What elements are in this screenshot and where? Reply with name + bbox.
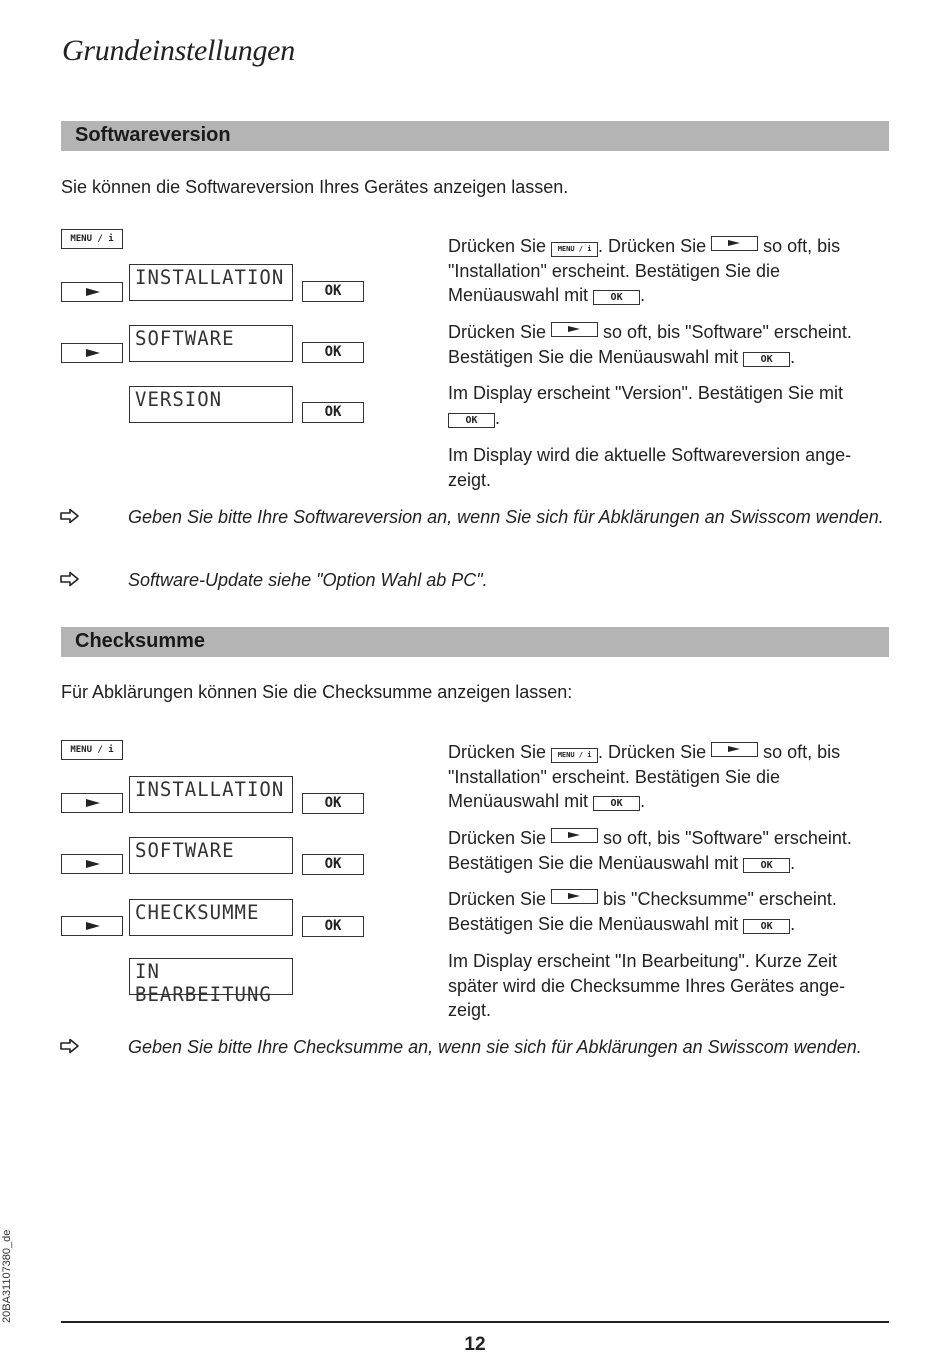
right-arrow-key-icon [551,828,598,843]
lcd-display [129,776,293,813]
right-arrow-key-icon [61,282,123,302]
menu-key-icon: MENU / i [551,748,598,763]
right-arrow-key-icon [61,916,123,936]
menu-key-icon: MENU / i [61,229,123,249]
right-arrow-key-icon [61,793,123,813]
section-heading-label: Softwareversion [75,124,231,146]
instruction-step: Im Display erscheint "In Bearbeitung". Kurze Zeit später wird die Checksumme Ihres Gerätes ange-zeigt. [448,951,846,1020]
section-intro: Für Abklärungen können Sie die Checksumme anzeigen lassen: [61,682,573,702]
section-heading-checksumme [61,627,889,657]
right-arrow-key-icon [551,889,598,904]
lcd-text: INSTALLATION [135,778,285,802]
hint-arrow-icon [60,571,80,587]
lcd-display [129,386,293,423]
instruction-step: Im Display wird die aktuelle Softwareversion ange-zeigt. [448,445,852,490]
instruction-step: Drücken Sie so oft, bis "Software" erscheint. Bestätigen Sie die Menüauswahl mit OK . [448,322,852,367]
lcd-display [129,899,293,936]
ok-key-icon: OK [743,858,790,873]
section-heading-label: Checksumme [75,630,206,652]
hint-arrow-icon [60,508,80,524]
document-code: 20BA31107380_de [1,1229,13,1323]
instruction-step: Drücken Sie so oft, bis "Software" erscheint. Bestätigen Sie die Menüauswahl mit OK . [448,828,852,873]
section-heading-softwareversion [61,121,889,151]
ok-key-icon: OK [593,290,640,305]
instruction-step: Drücken Sie bis "Checksumme" erscheint. Bestätigen Sie die Menüauswahl mit OK . [448,889,837,934]
right-arrow-key-icon [551,322,598,337]
lcd-text: SOFTWARE [135,327,235,351]
hint-note: Geben Sie bitte Ihre Checksumme an, wenn sie sich für Abklärungen an Swisscom wenden. [128,1037,862,1057]
hint-note: Geben Sie bitte Ihre Softwareversion an, wenn Sie sich für Abklärungen an Swisscom wenden. [128,507,884,527]
page-number: 12 [464,1334,486,1355]
lcd-text: IN BEARBEITUNG [135,960,272,1007]
ok-key-icon: OK [302,793,364,814]
instruction-step: Drücken Sie MENU / i . Drücken Sie so oft, bis "Installation" erscheint. Bestätigen Sie die Menüauswahl mit OK . [448,742,841,811]
ok-key-icon: OK [743,919,790,934]
lcd-text: VERSION [135,388,223,412]
section-intro: Sie können die Softwareversion Ihres Gerätes anzeigen lassen. [61,177,569,197]
hint-note: Software-Update siehe "Option Wahl ab PC". [128,570,488,590]
footer-rule [61,1321,889,1323]
ok-key-icon: OK [302,854,364,875]
instruction-step: Drücken Sie MENU / i . Drücken Sie so oft, bis "Installation" erscheint. Bestätigen Sie die Menüauswahl mit OK . [448,236,841,305]
ok-key-icon: OK [743,352,790,367]
ok-key-icon: OK [302,281,364,302]
hint-arrow-icon [60,1038,80,1054]
lcd-text: CHECKSUMME [135,901,260,925]
lcd-display [129,325,293,362]
right-arrow-key-icon [711,742,758,757]
ok-key-icon: OK [302,916,364,937]
right-arrow-key-icon [711,236,758,251]
ok-key-icon: OK [302,342,364,363]
menu-key-icon: MENU / i [61,740,123,760]
lcd-display [129,264,293,301]
lcd-text: INSTALLATION [135,266,285,290]
ok-key-icon: OK [593,796,640,811]
lcd-display [129,837,293,874]
ok-key-icon: OK [448,413,495,428]
right-arrow-key-icon [61,343,123,363]
lcd-text: SOFTWARE [135,839,235,863]
right-arrow-key-icon [61,854,123,874]
menu-key-icon: MENU / i [551,242,598,257]
instruction-step: Im Display erscheint "Version". Bestätigen Sie mit OK . [448,383,843,428]
page-title: Grundeinstellungen [62,34,295,67]
ok-key-icon: OK [302,402,364,423]
lcd-display [129,958,293,1007]
